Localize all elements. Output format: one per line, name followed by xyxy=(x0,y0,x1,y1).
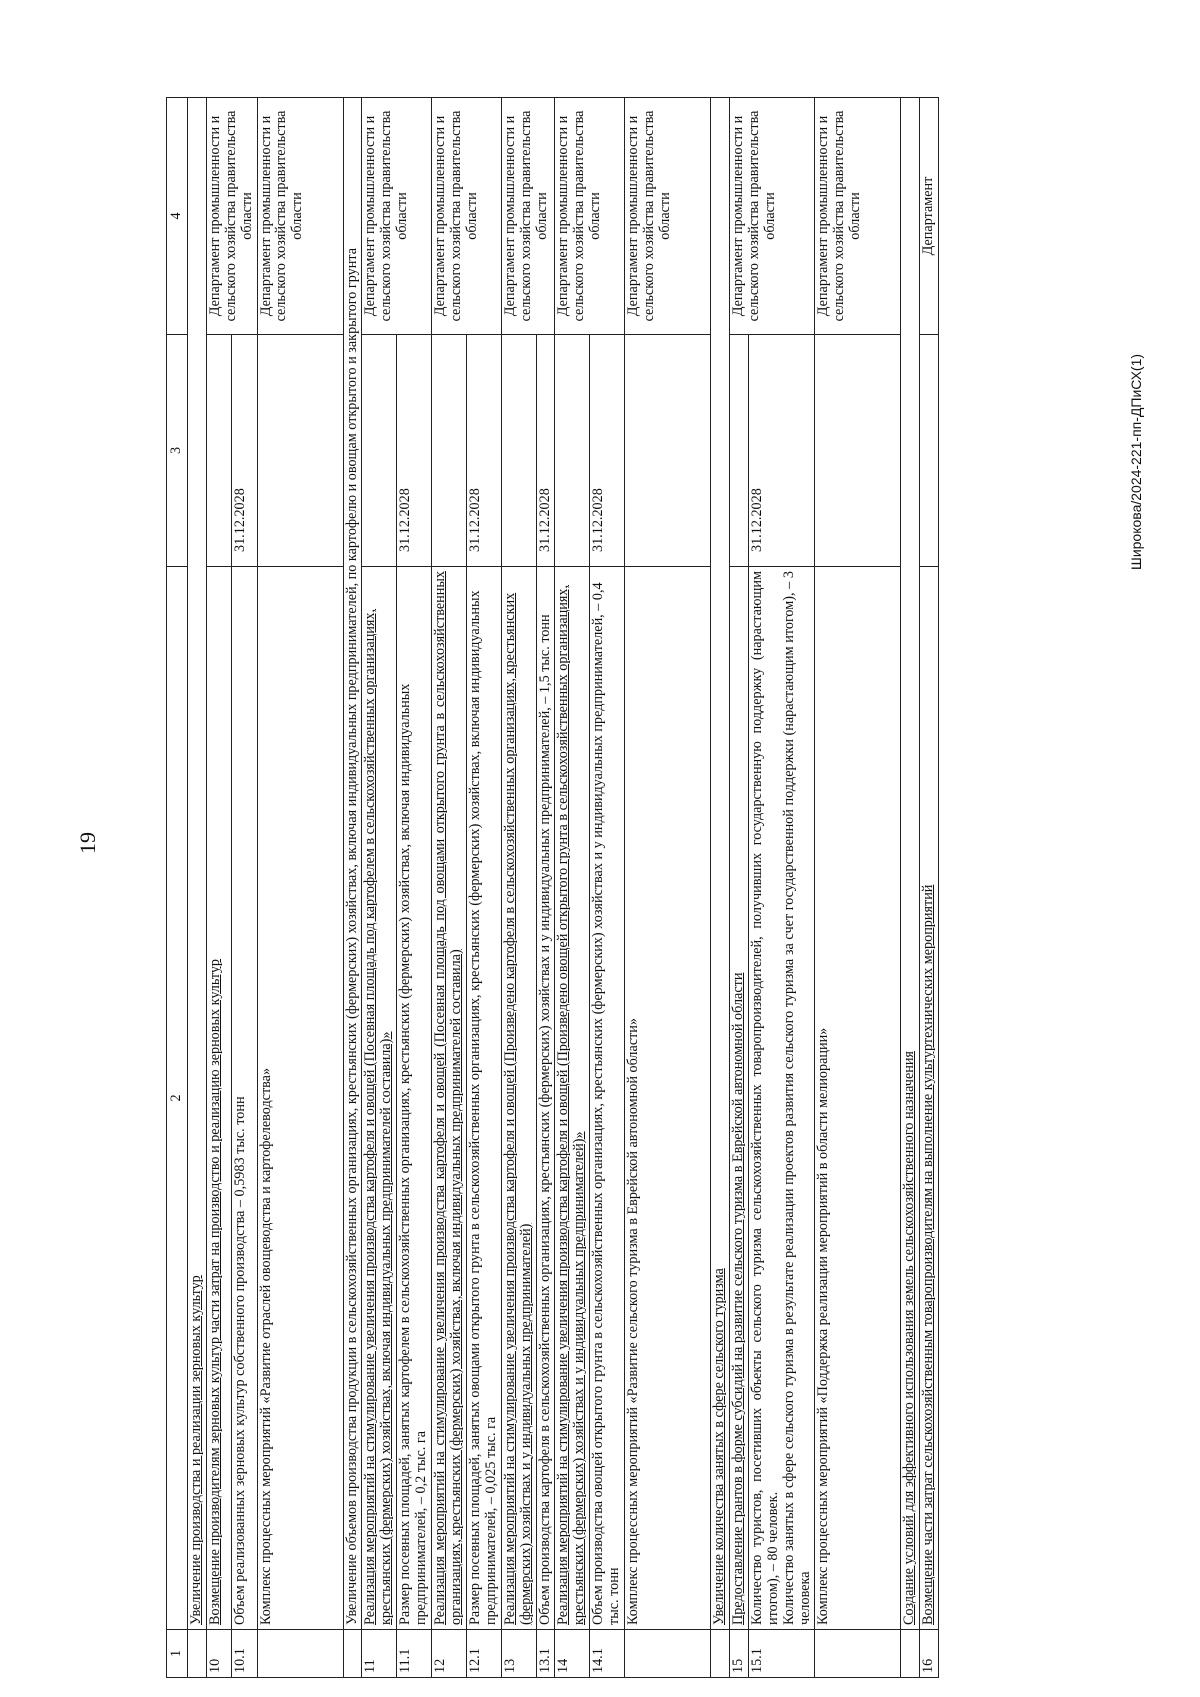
table-row xyxy=(625,98,711,1678)
header-cell: 2 xyxy=(167,567,188,1630)
result-text: Размер посевных площадей, занятых овощами открытого грунта в сельскохозяйственных организациях, крестьянских (фермерских) хозяйствах, включая индивидуальных предпринимателей, – 0,025 тыс. га xyxy=(466,567,501,1630)
responsible-department: Департамент промышленности и сельского хозяйства правительства области xyxy=(432,98,502,335)
complex-title: Комплекс процессных мероприятий «Развитие отраслей овощеводства и картофелеводства» xyxy=(257,567,343,1630)
row-number: 15.1 xyxy=(748,1630,815,1678)
table-row xyxy=(232,98,257,1678)
cell xyxy=(920,335,939,567)
complex-title: Комплекс процессных мероприятий «Поддержка реализации мероприятий в области мелиорации» xyxy=(815,567,901,1630)
result-text: Объем производства овощей открытого грунта в сельскохозяйственных организациях, крестьянских (фермерских) хозяйствах и у индивидуальных предпринимателей, – 0,4 тыс. тонн xyxy=(590,567,625,1630)
deadline-date: 31.12.2028 xyxy=(536,335,555,567)
table-row xyxy=(206,98,231,1678)
row-number: 12.1 xyxy=(466,1630,501,1678)
cell xyxy=(729,335,748,567)
result-text: Размер посевных площадей, занятых картофелем в сельскохозяйственных организациях, крестьянских (фермерских) хозяйствах, включая индивидуальных предпринимателей, – 0,2 тыс. га xyxy=(397,567,432,1630)
table-row xyxy=(536,98,555,1678)
measure-text: Предоставление грантов в форме субсидий на развитие сельского туризма в Еврейской автономной области xyxy=(729,567,748,1630)
table-row xyxy=(815,98,901,1678)
table-row xyxy=(590,98,625,1678)
result-text: Объем реализованных зерновых культур собственного производства – 0,5983 тыс. тонн xyxy=(232,567,257,1630)
measure-text: Возмещение части затрат сельскохозяйственным товаропроизводителям на выполнение культуртехнических мероприятий xyxy=(920,567,939,1630)
table-row xyxy=(748,98,815,1678)
row-number: 10.1 xyxy=(232,1630,257,1678)
row-number: 10 xyxy=(206,1630,231,1678)
row-number: 15 xyxy=(729,1630,748,1678)
cell xyxy=(625,1630,711,1678)
measure-text: Реализация мероприятий на стимулирование увеличения производства картофеля и овощей (Произведено картофеля в сельскохозяйственных организациях, крестьянских (фермерских) хозяйствах и у индивидуальных предпринимателей) xyxy=(501,567,536,1630)
cell xyxy=(187,1630,206,1678)
table-row xyxy=(343,98,362,1678)
table-row xyxy=(466,98,501,1678)
row-number: 14.1 xyxy=(590,1630,625,1678)
cell xyxy=(815,335,901,567)
row-number: 11.1 xyxy=(397,1630,432,1678)
cell xyxy=(901,1630,920,1678)
cell xyxy=(257,1630,343,1678)
table-row xyxy=(432,98,467,1678)
responsible-department: Департамент промышленности и сельского хозяйства правительства области xyxy=(257,98,343,335)
cell xyxy=(711,1630,730,1678)
responsible-department: Департамент промышленности и сельского хозяйства правительства области xyxy=(625,98,711,335)
responsible-department: Департамент промышленности и сельского хозяйства правительства области xyxy=(501,98,555,335)
cell xyxy=(362,335,397,567)
table-row xyxy=(501,98,536,1678)
result-text-part: Количество занятых в сфере сельского туризма в результате реализации проектов развития сельского туризма за счет государственной поддержки (нарастающим итогом), – 3 человека xyxy=(780,571,813,1625)
deadline-date: 31.12.2028 xyxy=(397,335,432,567)
result-text: Объем производства картофеля в сельскохозяйственных организациях, крестьянских (фермерских) хозяйствах и у индивидуальных предпринимателей, – 1,5 тыс. тонн xyxy=(536,567,555,1630)
row-number: 13.1 xyxy=(536,1630,555,1678)
responsible-department: Департамент промышленности и сельского хозяйства правительства области xyxy=(815,98,901,335)
deadline-date: 31.12.2028 xyxy=(466,335,501,567)
responsible-department: Департамент промышленности и сельского хозяйства правительства области xyxy=(206,98,257,335)
goal-title: Увеличение количества занятых в сфере сельского туризма xyxy=(711,98,730,1630)
table-row xyxy=(711,98,730,1678)
header-cell: 3 xyxy=(167,335,188,567)
row-number: 11 xyxy=(362,1630,397,1678)
row-number: 14 xyxy=(555,1630,590,1678)
document-code: Широкова/2024-221-пп-ДПиСХ(1) xyxy=(1128,353,1144,570)
header-cell: 1 xyxy=(167,1630,188,1678)
result-text xyxy=(748,567,815,1630)
table-row xyxy=(901,98,920,1678)
result-text-part: Количество туристов, посетивших объекты сельского туризма сельскохозяйственных товаропроизводителей, получивших государственную поддержку (нарастающим итогом), – 80 человек. xyxy=(748,571,781,1625)
cell xyxy=(343,1630,362,1678)
page-number: 19 xyxy=(75,832,100,854)
measure-text: Реализация мероприятий на стимулирование увеличения производства картофеля и овощей (Произведено овощей открытого грунта в сельскохозяйственных организациях, крестьянских (фермерских) хозяйствах и у индивидуальных предпринимателей)» xyxy=(555,567,590,1630)
table-row xyxy=(729,98,748,1678)
responsible-department: Департамент промышленности и сельского хозяйства правительства области xyxy=(362,98,432,335)
table-row xyxy=(362,98,397,1678)
goal-title: Увеличение объемов производства продукции в сельскохозяйственных организациях, крестьянских (фермерских) хозяйствах, включая индивидуальных предпринимателей, по картофелю и овощам открытого и закрытого грунта xyxy=(343,98,362,1630)
table-row xyxy=(397,98,432,1678)
responsible-department: Департамент промышленности и сельского хозяйства правительства области xyxy=(555,98,625,335)
measure-text: Реализация мероприятий на стимулирование увеличения производства картофеля и овощей (Посевная площадь под овощами открытого грунта в сельскохозяйственных организациях, крестьянских (фермерских) хозяйствах, включая индивидуальных предпринимателей составила) xyxy=(432,567,467,1630)
complex-title: Комплекс процессных мероприятий «Развитие сельского туризма в Еврейской автономной области» xyxy=(625,567,711,1630)
goal-title: Увеличение производства и реализации зерновых культур xyxy=(187,98,206,1630)
cell xyxy=(257,335,343,567)
rotated-table-container xyxy=(166,98,1052,1678)
row-number: 12 xyxy=(432,1630,467,1678)
table-row xyxy=(920,98,939,1678)
measures-table xyxy=(166,97,939,1678)
row-number: 13 xyxy=(501,1630,536,1678)
cell xyxy=(206,335,231,567)
cell xyxy=(555,335,590,567)
table-row xyxy=(555,98,590,1678)
row-number: 16 xyxy=(920,1630,939,1678)
table-row xyxy=(257,98,343,1678)
deadline-date: 31.12.2028 xyxy=(590,335,625,567)
cell xyxy=(625,335,711,567)
measure-text: Возмещение производителям зерновых культур части затрат на производство и реализацию зерновых культур xyxy=(206,567,231,1630)
table-header-row xyxy=(167,98,188,1678)
cell xyxy=(501,335,536,567)
cell xyxy=(815,1630,901,1678)
goal-title: Создание условий для эффективного использования земель сельскохозяйственного назначения xyxy=(901,98,920,1630)
deadline-date: 31.12.2028 xyxy=(232,335,257,567)
responsible-department: Департамент промышленности и сельского хозяйства правительства области xyxy=(729,98,815,335)
responsible-department: Департамент xyxy=(920,98,939,335)
header-cell: 4 xyxy=(167,98,188,335)
table-row xyxy=(187,98,206,1678)
measure-text: Реализация мероприятий на стимулирование увеличения производства картофеля и овощей (Посевная площадь под картофелем в сельскохозяйственных организациях, крестьянских (фермерских) хозяйствах, включая индивидуальных предпринимателей составила)» xyxy=(362,567,397,1630)
deadline-date: 31.12.2028 xyxy=(748,335,815,567)
cell xyxy=(432,335,467,567)
